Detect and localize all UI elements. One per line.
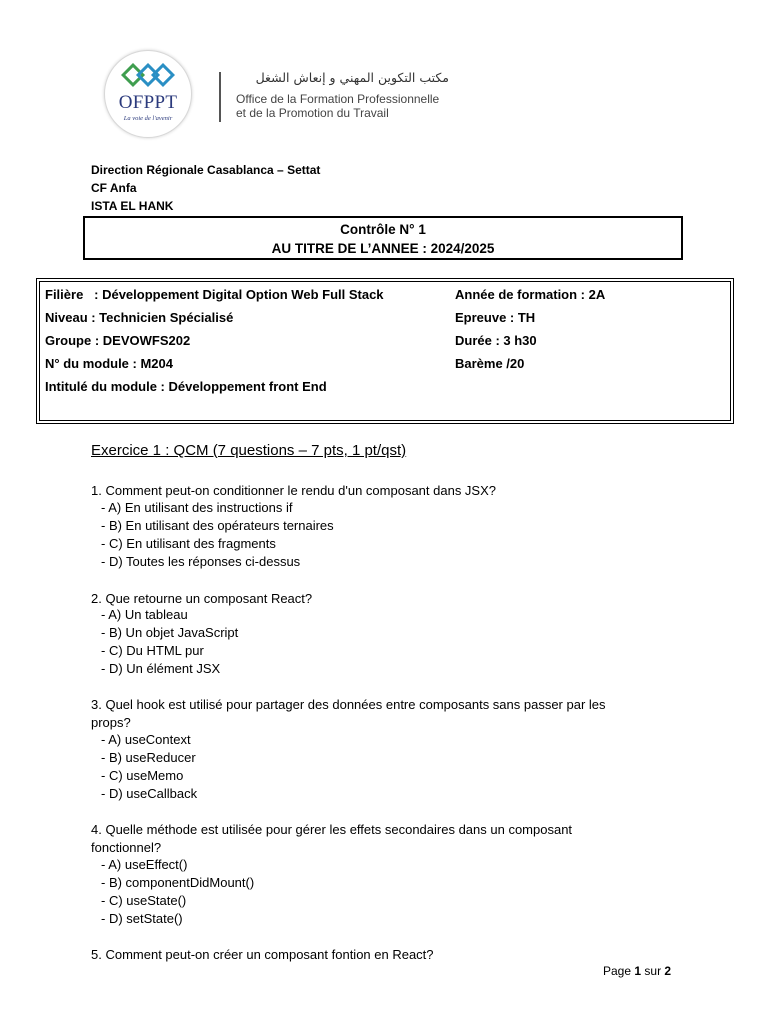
- institution-direction: Direction Régionale Casablanca – Settat: [91, 163, 321, 177]
- exercise-title: Exercice 1 : QCM (7 questions – 7 pts, 1 pt/qst): [91, 442, 407, 459]
- footer-total-pages: 2: [664, 964, 672, 978]
- question-3-option-d: - D) useCallback: [101, 786, 198, 801]
- info-bareme: Barème /20: [455, 356, 525, 371]
- exam-title: Contrôle N° 1: [340, 222, 426, 237]
- info-annee: Année de formation : 2A: [455, 287, 606, 302]
- question-4-option-a: - A) useEffect(): [101, 857, 188, 872]
- question-1: 1. Comment peut-on conditionner le rendu d'un composant dans JSX?: [91, 483, 497, 498]
- info-epreuve: Epreuve : TH: [455, 310, 536, 325]
- footer-current-page: 1: [634, 964, 642, 978]
- question-3-option-a: - A) useContext: [101, 732, 191, 747]
- question-1-option-b: - B) En utilisant des opérateurs ternaires: [101, 518, 334, 533]
- exam-title-box: [83, 216, 683, 260]
- question-2-option-c: - C) Du HTML pur: [101, 643, 204, 658]
- question-2-option-a: - A) Un tableau: [101, 607, 188, 622]
- info-module-title: Intitulé du module : Développement front End: [45, 379, 327, 394]
- exam-info-box: [36, 278, 734, 424]
- exam-year: AU TITRE DE L’ANNEE : 2024/2025: [271, 241, 495, 256]
- question-2: 2. Que retourne un composant React?: [91, 591, 313, 606]
- logo-tagline: La voie de l'avenir: [123, 115, 173, 122]
- info-module-number: N° du module : M204: [45, 356, 173, 371]
- question-4-option-b: - B) componentDidMount(): [101, 875, 255, 890]
- org-name-line2: et de la Promotion du Travail: [236, 106, 389, 120]
- footer-page-word: Page: [603, 964, 632, 978]
- question-3-option-c: - C) useMemo: [101, 768, 184, 783]
- org-name-arabic: مكتب التكوين المهني و إنعاش الشغل: [255, 70, 449, 85]
- question-3-line2: props?: [91, 715, 131, 730]
- question-3-line1: 3. Quel hook est utilisé pour partager des données entre composants sans passer par les: [91, 697, 606, 712]
- info-filiere: Filière : Développement Digital Option Web Full Stack: [45, 287, 384, 302]
- question-3-option-b: - B) useReducer: [101, 750, 196, 765]
- info-groupe: Groupe : DEVOWFS202: [45, 333, 191, 348]
- question-4-option-d: - D) setState(): [101, 911, 183, 926]
- question-4-line1: 4. Quelle méthode est utilisée pour gérer les effets secondaires dans un composant: [91, 822, 573, 837]
- org-name-line1: Office de la Formation Professionnelle: [236, 92, 440, 106]
- institution-center: CF Anfa: [91, 181, 137, 195]
- footer-of-word: sur: [644, 964, 662, 978]
- question-4-option-c: - C) useState(): [101, 893, 187, 908]
- question-1-option-a: - A) En utilisant des instructions if: [101, 500, 293, 515]
- question-1-option-c: - C) En utilisant des fragments: [101, 536, 276, 551]
- question-2-option-d: - D) Un élément JSX: [101, 661, 221, 676]
- exam-info-inner: [39, 281, 731, 421]
- question-1-option-d: - D) Toutes les réponses ci-dessus: [101, 554, 301, 569]
- question-2-option-b: - B) Un objet JavaScript: [101, 625, 239, 640]
- institution-school: ISTA EL HANK: [91, 199, 174, 213]
- info-duree: Durée : 3 h30: [455, 333, 537, 348]
- page-footer: [603, 964, 671, 978]
- ofppt-logo: [104, 50, 192, 138]
- ofppt-logo-mark-icon: [121, 63, 175, 89]
- header-divider: [219, 72, 221, 122]
- question-5: 5. Comment peut-on créer un composant fontion en React?: [91, 947, 434, 962]
- info-niveau: Niveau : Technicien Spécialisé: [45, 310, 234, 325]
- logo-brand-text: OFPPT: [118, 92, 178, 113]
- question-4-line2: fonctionnel?: [91, 840, 162, 855]
